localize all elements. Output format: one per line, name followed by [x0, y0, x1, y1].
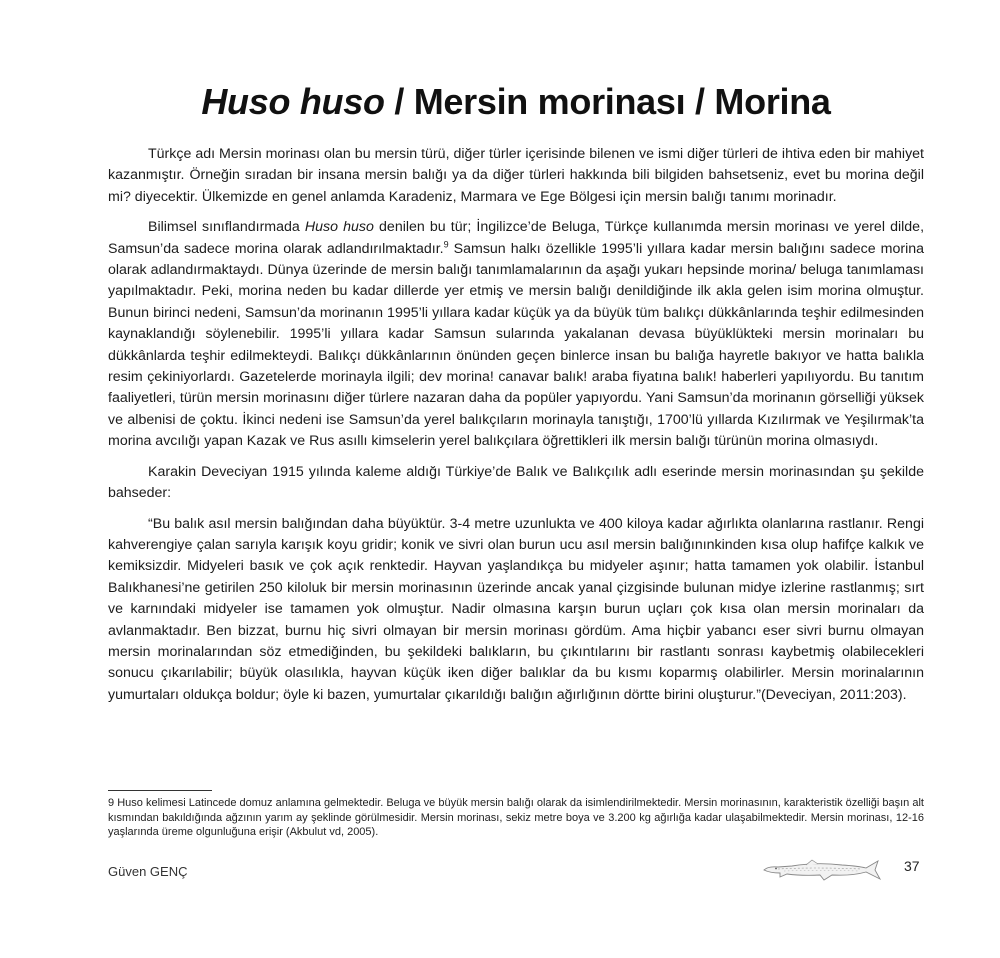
paragraph-classification-part-b: denilen bu tür; İngilizce’de Beluga, Türkçe kullanımda mersin morinası ve yerel dilde, Samsun’da sadece morina olarak adlandırılmaktadır. [108, 219, 925, 257]
page-number: 37 [904, 858, 920, 874]
title-latin-name: Huso huso [201, 81, 385, 122]
paragraph-quote: “Bu balık asıl mersin balığından daha büyüktür. 3-4 metre uzunlukta ve 400 kiloya kadar ağırlıkta olanlarına rastlanır. Rengi kahverengiye çalan sarıyla karışık koyu gridir; konik ve sivri olan burun ucu asıl mersin balığınınkinden kısa olup hafifçe kalkık ve kemiksizdir. Midyeleri basık ve çok açık renktedir. Hayvan yaşlandıkça bu midyeler aşınır; hatta tamamen yok olabilir. İstanbul Balıkhanesi’ne getirilen 250 kiloluk bir mersin morinasının üzerinde ancak yanal çizgisinde bulunan midye izlerine rastlanmış; sırt ve karnındaki midyeler ise tamamen yok olmuştur. Nadir olmasına karşın burun uçları çok kısa olan mersin morinaları da avlanmaktadır. Ben bizzat, burnu hiç sivri olmayan bir mersin morinası gördüm. Ama hiçbir yabancı eser sivri burnu olmayan mersin morinalarından söz etmediğinden, bu şekildeki balıkların, bu çıkıntılarını bir rastlantı sonrası kaybetmiş olabilecekleri sonucu çıkarılabilir; büyük olasılıkla, hayvan küçük iken diğer balıklar da bu kısmı koparmış olabilirler. Mersin morinalarının yumurtaları oldukça boldur; öyle ki bazen, yumurtalar çıkarıldığı balığın ağırlığının dörtte birini oluşturur.”(Deveciyan, 2011:203). [108, 515, 924, 703]
book-page [108, 0, 924, 958]
sturgeon-icon [762, 855, 882, 885]
paragraph-latin-name: Huso huso [304, 219, 374, 236]
page-title [108, 80, 924, 124]
footer-author: Güven GENÇ [108, 864, 188, 879]
paragraph-classification [108, 217, 924, 452]
paragraph-deveciyan-intro: Karakin Deveciyan 1915 yılında kaleme aldığı Türkiye’de Balık ve Balıkçılık adlı eserinde mersin morinasından şu şekilde bahseder: [108, 463, 924, 502]
paragraph-classification-part-c: Samsun halkı özellikle 1995’li yıllara kadar mersin balığını sadece morina olarak adlandırmaktaydı. Dünya üzerinde de mersin balığı tanımlamalarının da aşağı yukarı hepsinde morina/ beluga tanımlaması yapılmaktadır. Peki, morina neden bu kadar dillerde yer etmiş ve mersin balığı denildiğinde ilk akla gelen isim morina olmuştur. Bunun birinci nedeni, Samsun’da morinanın 1995’li yıllara kadar küçük ya da büyük tüm balıkçı dükkânlarında teşhir edilmesinden kaynaklandığı söylenebilir. 1995’li yıllara kadar Samsun sularında yakalanan devasa büyüklükteki mersin morinaları bu dükkânlarda teşhir edilmekteydi. Balıkçı dükkânlarının önünden geçen binlerce insan bu balığa hayretle bakıyor ve hatta balıkla resim çekiniyorlardı. Gazetelerde morinayla ilgili; dev morina! canavar balık! araba fiyatına balık! haberleri yapılıyordu. Bu tanıtım faaliyetleri, türün mersin morinasını diğer türlere nazaran daha da popüler yapıyordu. Yani Samsun’da morinanın görselliği yüksek ve albenisi de çoktu. İkinci nedeni ise Samsun’da yerel balıkçıların morinayla tanıştığı, 1700’lü yıllarda Kızılırmak ve Yeşilırmak’ta morina avcılığı yapan Kazak ve Rus asıllı kimselerin yerel balıkçılara öğrettikleri ilk mersin balığı türünün morina olmasıydı. [108, 240, 924, 450]
footnote-divider [108, 790, 212, 791]
footnote-9: 9 Huso kelimesi Latincede domuz anlamına gelmektedir. Beluga ve büyük mersin balığı olarak da isimlendirilmektedir. Mersin morinasının, karakteristik özelliği başın alt kısmından bakıldığında ağzının yarım ay şeklinde görülmesidir. Mersin morinası, sekiz metre boya ve 3.200 kg ağırlığa kadar ulaşabilmektedir. Mersin morinası, 12-16 yaşlarında üreme olgunluğuna erişir (Akbulut vd, 2005). [108, 797, 924, 838]
main-text [108, 144, 924, 715]
paragraph-intro: Türkçe adı Mersin morinası olan bu mersin türü, diğer türler içerisinde bilenen ve ismi diğer türleri de ihtiva eden bir mahiyet kazanmıştır. Örneğin sıradan bir insana mersin balığı ya da diğer türleri hakkında bili bilgiden bahsetseniz, evet bu morina değil mi? diyecektir. Ülkemizde en genel anlamda Karadeniz, Marmara ve Ege Bölgesi için mersin balığı tanımı morinadır. [108, 146, 924, 205]
paragraph-classification-part-a: Bilimsel sınıflandırmada [148, 219, 305, 236]
title-common-names: / Mersin morinası / Morina [384, 81, 831, 122]
footnote-reference[interactable]: 9 [443, 238, 449, 249]
